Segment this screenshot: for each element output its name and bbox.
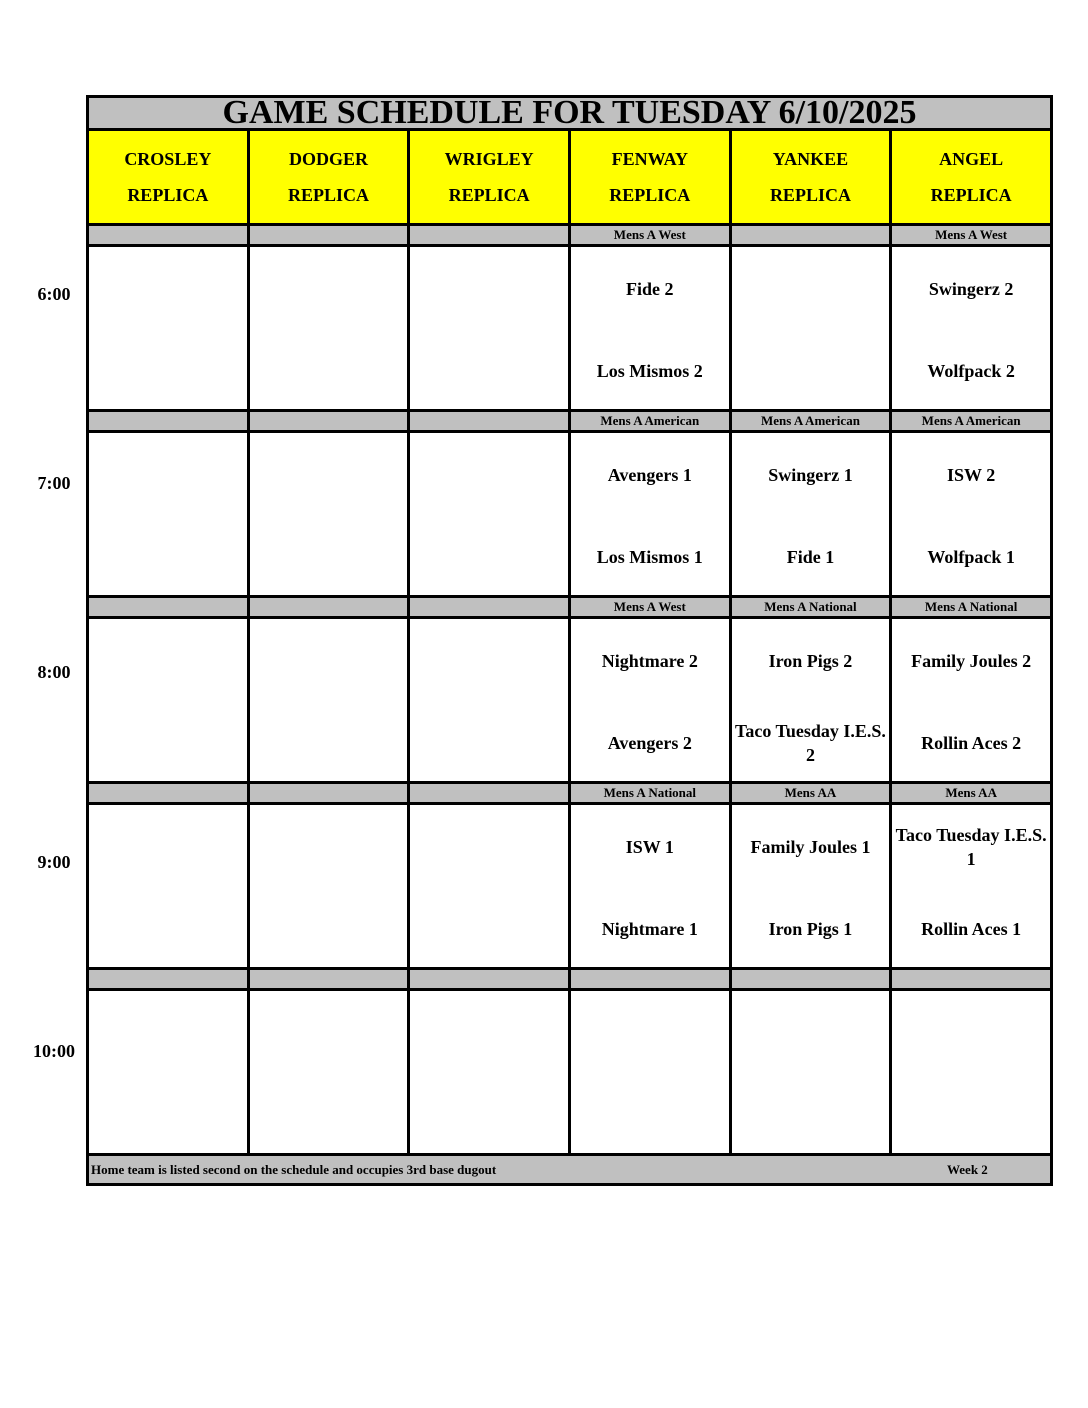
game-cell [730,432,891,597]
away-team [89,823,247,871]
away-team [410,637,568,685]
away-team: Iron Pigs 2 [768,651,853,671]
field-header-fenway [569,130,730,225]
home-team [410,905,568,953]
division-row [88,969,1052,990]
game-row [88,990,1052,1155]
away-team: Avengers 1 [607,465,692,485]
division-label: Mens A National [730,597,891,618]
game-cell [409,804,570,969]
field-header-wrigley [409,130,570,225]
home-team [89,533,247,581]
away-team: Swingerz 1 [768,465,853,485]
home-team [250,1091,408,1139]
field-header-crosley [88,130,249,225]
division-label [409,969,570,990]
home-team: Fide 1 [786,547,835,567]
home-team [892,1091,1050,1139]
field-name: YANKEE [772,149,849,169]
field-header-dodger [248,130,409,225]
home-team [410,533,568,581]
game-cell [88,990,249,1155]
away-team [410,1009,568,1057]
away-team: ISW 2 [947,465,996,485]
home-team: Iron Pigs 1 [768,919,853,939]
time-label-10: 10:00 [33,1041,75,1061]
game-cell [569,618,730,783]
away-team [410,823,568,871]
home-team [250,533,408,581]
game-cell [248,618,409,783]
division-label [409,597,570,618]
game-row [88,618,1052,783]
division-row [88,783,1052,804]
game-cell [569,990,730,1155]
game-cell [569,246,730,411]
game-cell [409,432,570,597]
division-label [88,969,249,990]
division-label [248,969,409,990]
field-sub: REPLICA [127,185,209,205]
division-label [409,783,570,804]
game-cell [88,618,249,783]
game-cell [248,990,409,1155]
away-team [410,451,568,499]
division-label [730,225,891,246]
away-team: Family Joules 1 [750,837,871,857]
division-label: Mens A National [891,597,1052,618]
division-row [88,597,1052,618]
division-label: Mens A American [891,411,1052,432]
field-sub: REPLICA [448,185,530,205]
away-team: Nightmare 2 [601,651,698,671]
field-header-yankee [730,130,891,225]
home-team [89,719,247,767]
division-label [730,969,891,990]
division-label: Mens A West [569,597,730,618]
field-header-row [88,130,1052,225]
away-team [571,1009,729,1057]
division-label: Mens AA [891,783,1052,804]
game-cell [891,618,1052,783]
game-cell [891,246,1052,411]
game-cell [248,804,409,969]
game-row [88,432,1052,597]
division-label [88,411,249,432]
game-cell [891,990,1052,1155]
division-label [891,969,1052,990]
away-team [89,1009,247,1057]
home-team [250,719,408,767]
field-name: DODGER [288,149,368,169]
away-team [89,451,247,499]
away-team [89,265,247,313]
home-team [410,347,568,395]
time-label-6: 6:00 [37,284,71,304]
field-name: FENWAY [611,149,688,169]
field-name: ANGEL [939,149,1004,169]
game-cell [409,990,570,1155]
game-cell [409,618,570,783]
division-label [248,411,409,432]
field-sub: REPLICA [769,185,851,205]
home-team [571,1091,729,1139]
game-row [88,804,1052,969]
away-team: Swingerz 2 [928,279,1014,299]
division-label [88,597,249,618]
game-cell [248,246,409,411]
home-team [250,905,408,953]
time-label-8: 8:00 [37,662,71,682]
away-team [250,451,408,499]
time-label-9: 9:00 [37,852,71,872]
away-team [250,1009,408,1057]
time-label-7: 7:00 [37,473,71,493]
game-cell [569,804,730,969]
field-sub: REPLICA [287,185,369,205]
away-team [732,1009,890,1057]
game-cell [730,804,891,969]
schedule-title: GAME SCHEDULE FOR TUESDAY 6/10/2025 [88,97,1052,130]
game-cell [409,246,570,411]
game-cell [248,432,409,597]
away-team: ISW 1 [625,837,674,857]
game-cell [88,246,249,411]
division-label [569,969,730,990]
division-label [248,225,409,246]
home-team [410,1091,568,1139]
field-header-angel [891,130,1052,225]
division-label: Mens A American [569,411,730,432]
away-team [250,265,408,313]
home-team [89,1091,247,1139]
field-name: CROSLEY [124,149,212,169]
division-label: Mens AA [730,783,891,804]
division-label [248,783,409,804]
away-team: Fide 2 [626,279,674,299]
away-team [250,637,408,685]
division-label: Mens A West [569,225,730,246]
week-label: Week 2 [947,1161,988,1177]
division-label [409,411,570,432]
title-row [88,97,1052,130]
game-row [88,246,1052,411]
field-sub: REPLICA [609,185,691,205]
footer [88,1155,1052,1185]
game-cell [569,432,730,597]
home-team [732,347,890,395]
game-cell [891,804,1052,969]
home-team [89,905,247,953]
game-cell [891,432,1052,597]
division-label: Mens A American [730,411,891,432]
away-team [250,823,408,871]
away-team [892,1009,1050,1057]
away-team [732,265,890,313]
division-label: Mens A National [569,783,730,804]
home-team: Wolfpack 1 [927,547,1015,567]
footer-row [88,1155,1052,1185]
home-team [732,1091,890,1139]
game-cell [730,618,891,783]
division-label [88,225,249,246]
away-team: Family Joules 2 [911,651,1032,671]
game-cell [88,432,249,597]
home-team: Los Mismos 1 [596,547,703,567]
home-team [410,719,568,767]
field-sub: REPLICA [930,185,1012,205]
home-team: Rollin Aces 2 [921,733,1022,753]
game-cell [730,990,891,1155]
game-cell [730,246,891,411]
home-team: Rollin Aces 1 [921,919,1022,939]
away-team: Taco Tuesday I.E.S. 1 [895,825,1047,869]
division-label [248,597,409,618]
division-row [88,411,1052,432]
away-team [410,265,568,313]
home-team [250,347,408,395]
division-label: Mens A West [891,225,1052,246]
footer-note: Home team is listed second on the schedule and occupies 3rd base dugout [91,1161,497,1177]
field-name: WRIGLEY [444,149,534,169]
home-team: Taco Tuesday I.E.S. 2 [734,721,886,765]
away-team [89,637,247,685]
game-cell [88,804,249,969]
home-team: Avengers 2 [607,733,692,753]
schedule-table [86,95,1053,1186]
home-team [89,347,247,395]
division-label [88,783,249,804]
home-team: Nightmare 1 [601,919,698,939]
division-label [409,225,570,246]
home-team: Los Mismos 2 [596,361,703,381]
division-row [88,225,1052,246]
home-team: Wolfpack 2 [927,361,1015,381]
